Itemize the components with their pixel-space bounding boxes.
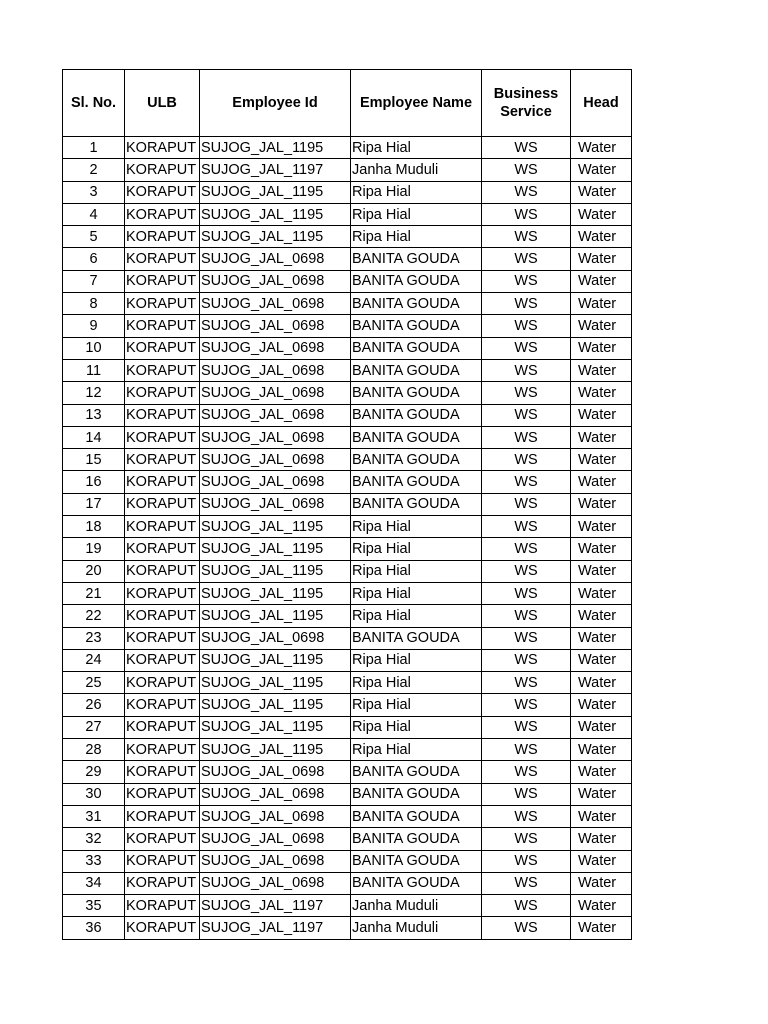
table-row <box>63 315 632 337</box>
cell-employee-name: Ripa Hial <box>351 649 482 671</box>
cell-sl-no: 31 <box>63 805 125 827</box>
cell-head: Water <box>571 404 632 426</box>
cell-sl-no: 25 <box>63 672 125 694</box>
cell-sl-no: 11 <box>63 359 125 381</box>
table-row <box>63 137 632 159</box>
cell-business-service: WS <box>482 605 571 627</box>
cell-ulb: KORAPUT <box>125 716 200 738</box>
cell-employee-name: Ripa Hial <box>351 516 482 538</box>
cell-business-service: WS <box>482 449 571 471</box>
cell-ulb: KORAPUT <box>125 426 200 448</box>
cell-head: Water <box>571 337 632 359</box>
cell-head: Water <box>571 471 632 493</box>
cell-employee-name: Janha Muduli <box>351 917 482 939</box>
cell-ulb: KORAPUT <box>125 917 200 939</box>
cell-business-service: WS <box>482 359 571 381</box>
table-row <box>63 694 632 716</box>
cell-business-service: WS <box>482 917 571 939</box>
table-row <box>63 493 632 515</box>
table-row <box>63 293 632 315</box>
cell-ulb: KORAPUT <box>125 449 200 471</box>
cell-business-service: WS <box>482 761 571 783</box>
cell-sl-no: 10 <box>63 337 125 359</box>
cell-head: Water <box>571 805 632 827</box>
cell-ulb: KORAPUT <box>125 359 200 381</box>
cell-employee-id: SUJOG_JAL_1197 <box>200 917 351 939</box>
header-employee-name: Employee Name <box>351 70 482 137</box>
cell-employee-id: SUJOG_JAL_1195 <box>200 672 351 694</box>
cell-business-service: WS <box>482 828 571 850</box>
cell-business-service: WS <box>482 404 571 426</box>
cell-head: Water <box>571 293 632 315</box>
cell-head: Water <box>571 783 632 805</box>
cell-employee-name: Ripa Hial <box>351 694 482 716</box>
table-row <box>63 895 632 917</box>
cell-ulb: KORAPUT <box>125 694 200 716</box>
cell-sl-no: 34 <box>63 872 125 894</box>
cell-business-service: WS <box>482 783 571 805</box>
cell-employee-id: SUJOG_JAL_1197 <box>200 159 351 181</box>
cell-sl-no: 29 <box>63 761 125 783</box>
cell-head: Water <box>571 761 632 783</box>
cell-sl-no: 24 <box>63 649 125 671</box>
cell-head: Water <box>571 137 632 159</box>
cell-ulb: KORAPUT <box>125 605 200 627</box>
cell-ulb: KORAPUT <box>125 739 200 761</box>
cell-employee-name: BANITA GOUDA <box>351 850 482 872</box>
cell-ulb: KORAPUT <box>125 560 200 582</box>
table-row <box>63 359 632 381</box>
cell-business-service: WS <box>482 293 571 315</box>
cell-business-service: WS <box>482 672 571 694</box>
table-row <box>63 716 632 738</box>
table-row <box>63 761 632 783</box>
cell-employee-id: SUJOG_JAL_0698 <box>200 270 351 292</box>
cell-ulb: KORAPUT <box>125 203 200 225</box>
cell-employee-id: SUJOG_JAL_1195 <box>200 226 351 248</box>
cell-business-service: WS <box>482 137 571 159</box>
cell-ulb: KORAPUT <box>125 850 200 872</box>
table-row <box>63 649 632 671</box>
cell-head: Water <box>571 203 632 225</box>
cell-sl-no: 2 <box>63 159 125 181</box>
cell-ulb: KORAPUT <box>125 181 200 203</box>
cell-employee-id: SUJOG_JAL_1195 <box>200 560 351 582</box>
table-row <box>63 471 632 493</box>
table-row <box>63 783 632 805</box>
cell-head: Water <box>571 516 632 538</box>
cell-sl-no: 8 <box>63 293 125 315</box>
cell-employee-id: SUJOG_JAL_0698 <box>200 337 351 359</box>
table-row <box>63 538 632 560</box>
cell-employee-name: BANITA GOUDA <box>351 270 482 292</box>
cell-employee-name: BANITA GOUDA <box>351 426 482 448</box>
header-business-service: Business Service <box>482 70 571 137</box>
table-row <box>63 560 632 582</box>
cell-business-service: WS <box>482 226 571 248</box>
cell-business-service: WS <box>482 471 571 493</box>
cell-employee-name: BANITA GOUDA <box>351 359 482 381</box>
cell-ulb: KORAPUT <box>125 672 200 694</box>
cell-business-service: WS <box>482 493 571 515</box>
table-row <box>63 582 632 604</box>
cell-sl-no: 23 <box>63 627 125 649</box>
cell-head: Water <box>571 694 632 716</box>
cell-ulb: KORAPUT <box>125 337 200 359</box>
cell-head: Water <box>571 582 632 604</box>
cell-sl-no: 36 <box>63 917 125 939</box>
table-row <box>63 872 632 894</box>
cell-business-service: WS <box>482 203 571 225</box>
cell-employee-name: BANITA GOUDA <box>351 493 482 515</box>
cell-employee-name: BANITA GOUDA <box>351 627 482 649</box>
cell-head: Water <box>571 850 632 872</box>
cell-employee-name: BANITA GOUDA <box>351 805 482 827</box>
cell-employee-id: SUJOG_JAL_0698 <box>200 493 351 515</box>
cell-business-service: WS <box>482 382 571 404</box>
table-row <box>63 270 632 292</box>
table-row <box>63 516 632 538</box>
cell-sl-no: 3 <box>63 181 125 203</box>
cell-ulb: KORAPUT <box>125 382 200 404</box>
cell-employee-id: SUJOG_JAL_1195 <box>200 538 351 560</box>
cell-employee-id: SUJOG_JAL_0698 <box>200 315 351 337</box>
cell-employee-id: SUJOG_JAL_0698 <box>200 449 351 471</box>
cell-sl-no: 21 <box>63 582 125 604</box>
cell-employee-id: SUJOG_JAL_0698 <box>200 248 351 270</box>
cell-ulb: KORAPUT <box>125 828 200 850</box>
table-row <box>63 203 632 225</box>
cell-ulb: KORAPUT <box>125 538 200 560</box>
cell-employee-id: SUJOG_JAL_1195 <box>200 203 351 225</box>
cell-head: Water <box>571 538 632 560</box>
cell-head: Water <box>571 739 632 761</box>
cell-employee-name: Ripa Hial <box>351 672 482 694</box>
cell-ulb: KORAPUT <box>125 159 200 181</box>
cell-head: Water <box>571 828 632 850</box>
cell-business-service: WS <box>482 270 571 292</box>
cell-business-service: WS <box>482 694 571 716</box>
cell-business-service: WS <box>482 805 571 827</box>
cell-employee-id: SUJOG_JAL_0698 <box>200 805 351 827</box>
cell-employee-name: Ripa Hial <box>351 226 482 248</box>
table-row <box>63 426 632 448</box>
cell-employee-name: BANITA GOUDA <box>351 761 482 783</box>
cell-business-service: WS <box>482 582 571 604</box>
cell-business-service: WS <box>482 627 571 649</box>
cell-ulb: KORAPUT <box>125 270 200 292</box>
cell-employee-name: Ripa Hial <box>351 739 482 761</box>
table-row <box>63 382 632 404</box>
cell-employee-name: BANITA GOUDA <box>351 315 482 337</box>
table-row <box>63 404 632 426</box>
table-row <box>63 850 632 872</box>
cell-employee-id: SUJOG_JAL_1195 <box>200 582 351 604</box>
cell-sl-no: 28 <box>63 739 125 761</box>
cell-sl-no: 16 <box>63 471 125 493</box>
cell-employee-id: SUJOG_JAL_0698 <box>200 426 351 448</box>
cell-ulb: KORAPUT <box>125 895 200 917</box>
cell-head: Water <box>571 315 632 337</box>
cell-head: Water <box>571 649 632 671</box>
cell-head: Water <box>571 605 632 627</box>
cell-head: Water <box>571 627 632 649</box>
table-row <box>63 672 632 694</box>
cell-head: Water <box>571 382 632 404</box>
cell-sl-no: 27 <box>63 716 125 738</box>
cell-employee-id: SUJOG_JAL_0698 <box>200 783 351 805</box>
cell-employee-name: BANITA GOUDA <box>351 471 482 493</box>
cell-employee-name: BANITA GOUDA <box>351 248 482 270</box>
cell-ulb: KORAPUT <box>125 872 200 894</box>
cell-ulb: KORAPUT <box>125 315 200 337</box>
cell-sl-no: 32 <box>63 828 125 850</box>
cell-sl-no: 14 <box>63 426 125 448</box>
cell-sl-no: 1 <box>63 137 125 159</box>
cell-employee-name: BANITA GOUDA <box>351 293 482 315</box>
cell-sl-no: 4 <box>63 203 125 225</box>
cell-ulb: KORAPUT <box>125 471 200 493</box>
cell-sl-no: 35 <box>63 895 125 917</box>
cell-head: Water <box>571 672 632 694</box>
cell-employee-name: Ripa Hial <box>351 582 482 604</box>
cell-ulb: KORAPUT <box>125 582 200 604</box>
cell-employee-id: SUJOG_JAL_0698 <box>200 761 351 783</box>
cell-employee-id: SUJOG_JAL_0698 <box>200 359 351 381</box>
cell-employee-name: BANITA GOUDA <box>351 337 482 359</box>
cell-head: Water <box>571 181 632 203</box>
cell-head: Water <box>571 716 632 738</box>
cell-employee-name: BANITA GOUDA <box>351 783 482 805</box>
cell-head: Water <box>571 359 632 381</box>
cell-sl-no: 12 <box>63 382 125 404</box>
cell-ulb: KORAPUT <box>125 627 200 649</box>
cell-ulb: KORAPUT <box>125 783 200 805</box>
cell-sl-no: 17 <box>63 493 125 515</box>
cell-employee-name: Ripa Hial <box>351 716 482 738</box>
table-row <box>63 805 632 827</box>
cell-employee-id: SUJOG_JAL_1197 <box>200 895 351 917</box>
cell-business-service: WS <box>482 426 571 448</box>
cell-employee-name: Ripa Hial <box>351 181 482 203</box>
cell-employee-id: SUJOG_JAL_1195 <box>200 716 351 738</box>
cell-business-service: WS <box>482 337 571 359</box>
table-body <box>63 137 632 940</box>
header-employee-id: Employee Id <box>200 70 351 137</box>
cell-head: Water <box>571 895 632 917</box>
cell-business-service: WS <box>482 739 571 761</box>
cell-employee-id: SUJOG_JAL_1195 <box>200 739 351 761</box>
cell-employee-name: Ripa Hial <box>351 605 482 627</box>
cell-sl-no: 18 <box>63 516 125 538</box>
cell-employee-id: SUJOG_JAL_0698 <box>200 293 351 315</box>
table-row <box>63 159 632 181</box>
cell-employee-name: Janha Muduli <box>351 159 482 181</box>
cell-sl-no: 33 <box>63 850 125 872</box>
table-row <box>63 739 632 761</box>
cell-business-service: WS <box>482 538 571 560</box>
cell-ulb: KORAPUT <box>125 805 200 827</box>
cell-ulb: KORAPUT <box>125 293 200 315</box>
table-row <box>63 337 632 359</box>
cell-ulb: KORAPUT <box>125 248 200 270</box>
cell-employee-name: BANITA GOUDA <box>351 382 482 404</box>
cell-ulb: KORAPUT <box>125 404 200 426</box>
cell-head: Water <box>571 560 632 582</box>
cell-sl-no: 19 <box>63 538 125 560</box>
header-ulb: ULB <box>125 70 200 137</box>
cell-sl-no: 26 <box>63 694 125 716</box>
cell-business-service: WS <box>482 159 571 181</box>
cell-ulb: KORAPUT <box>125 493 200 515</box>
cell-employee-id: SUJOG_JAL_0698 <box>200 627 351 649</box>
cell-business-service: WS <box>482 248 571 270</box>
cell-business-service: WS <box>482 872 571 894</box>
cell-business-service: WS <box>482 315 571 337</box>
cell-employee-name: Janha Muduli <box>351 895 482 917</box>
cell-employee-name: BANITA GOUDA <box>351 404 482 426</box>
header-sl-no: Sl. No. <box>63 70 125 137</box>
cell-sl-no: 15 <box>63 449 125 471</box>
cell-sl-no: 13 <box>63 404 125 426</box>
cell-employee-id: SUJOG_JAL_1195 <box>200 516 351 538</box>
table-row <box>63 181 632 203</box>
cell-employee-name: Ripa Hial <box>351 538 482 560</box>
table-row <box>63 449 632 471</box>
cell-head: Water <box>571 872 632 894</box>
table-row <box>63 627 632 649</box>
cell-employee-id: SUJOG_JAL_0698 <box>200 872 351 894</box>
cell-ulb: KORAPUT <box>125 516 200 538</box>
cell-ulb: KORAPUT <box>125 649 200 671</box>
cell-sl-no: 20 <box>63 560 125 582</box>
cell-head: Water <box>571 426 632 448</box>
cell-ulb: KORAPUT <box>125 226 200 248</box>
table-row <box>63 248 632 270</box>
cell-employee-id: SUJOG_JAL_0698 <box>200 404 351 426</box>
cell-sl-no: 7 <box>63 270 125 292</box>
cell-employee-name: BANITA GOUDA <box>351 449 482 471</box>
cell-business-service: WS <box>482 516 571 538</box>
cell-employee-id: SUJOG_JAL_1195 <box>200 605 351 627</box>
cell-employee-id: SUJOG_JAL_0698 <box>200 471 351 493</box>
cell-employee-id: SUJOG_JAL_1195 <box>200 137 351 159</box>
employee-table <box>62 69 632 940</box>
cell-head: Water <box>571 248 632 270</box>
table-header-row <box>63 70 632 137</box>
cell-sl-no: 6 <box>63 248 125 270</box>
cell-employee-name: BANITA GOUDA <box>351 872 482 894</box>
cell-head: Water <box>571 270 632 292</box>
cell-employee-id: SUJOG_JAL_1195 <box>200 694 351 716</box>
cell-business-service: WS <box>482 560 571 582</box>
cell-sl-no: 22 <box>63 605 125 627</box>
cell-head: Water <box>571 917 632 939</box>
cell-sl-no: 5 <box>63 226 125 248</box>
table-row <box>63 917 632 939</box>
cell-business-service: WS <box>482 895 571 917</box>
cell-employee-name: Ripa Hial <box>351 203 482 225</box>
cell-sl-no: 30 <box>63 783 125 805</box>
table-row <box>63 828 632 850</box>
table-row <box>63 605 632 627</box>
cell-employee-name: BANITA GOUDA <box>351 828 482 850</box>
cell-head: Water <box>571 159 632 181</box>
cell-ulb: KORAPUT <box>125 761 200 783</box>
cell-business-service: WS <box>482 649 571 671</box>
cell-employee-name: Ripa Hial <box>351 137 482 159</box>
cell-head: Water <box>571 226 632 248</box>
table-row <box>63 226 632 248</box>
cell-sl-no: 9 <box>63 315 125 337</box>
cell-head: Water <box>571 493 632 515</box>
cell-business-service: WS <box>482 716 571 738</box>
cell-employee-id: SUJOG_JAL_0698 <box>200 828 351 850</box>
cell-business-service: WS <box>482 181 571 203</box>
cell-business-service: WS <box>482 850 571 872</box>
cell-employee-id: SUJOG_JAL_0698 <box>200 382 351 404</box>
header-head: Head <box>571 70 632 137</box>
cell-employee-id: SUJOG_JAL_1195 <box>200 181 351 203</box>
cell-employee-id: SUJOG_JAL_1195 <box>200 649 351 671</box>
cell-employee-name: Ripa Hial <box>351 560 482 582</box>
cell-head: Water <box>571 449 632 471</box>
cell-employee-id: SUJOG_JAL_0698 <box>200 850 351 872</box>
cell-ulb: KORAPUT <box>125 137 200 159</box>
